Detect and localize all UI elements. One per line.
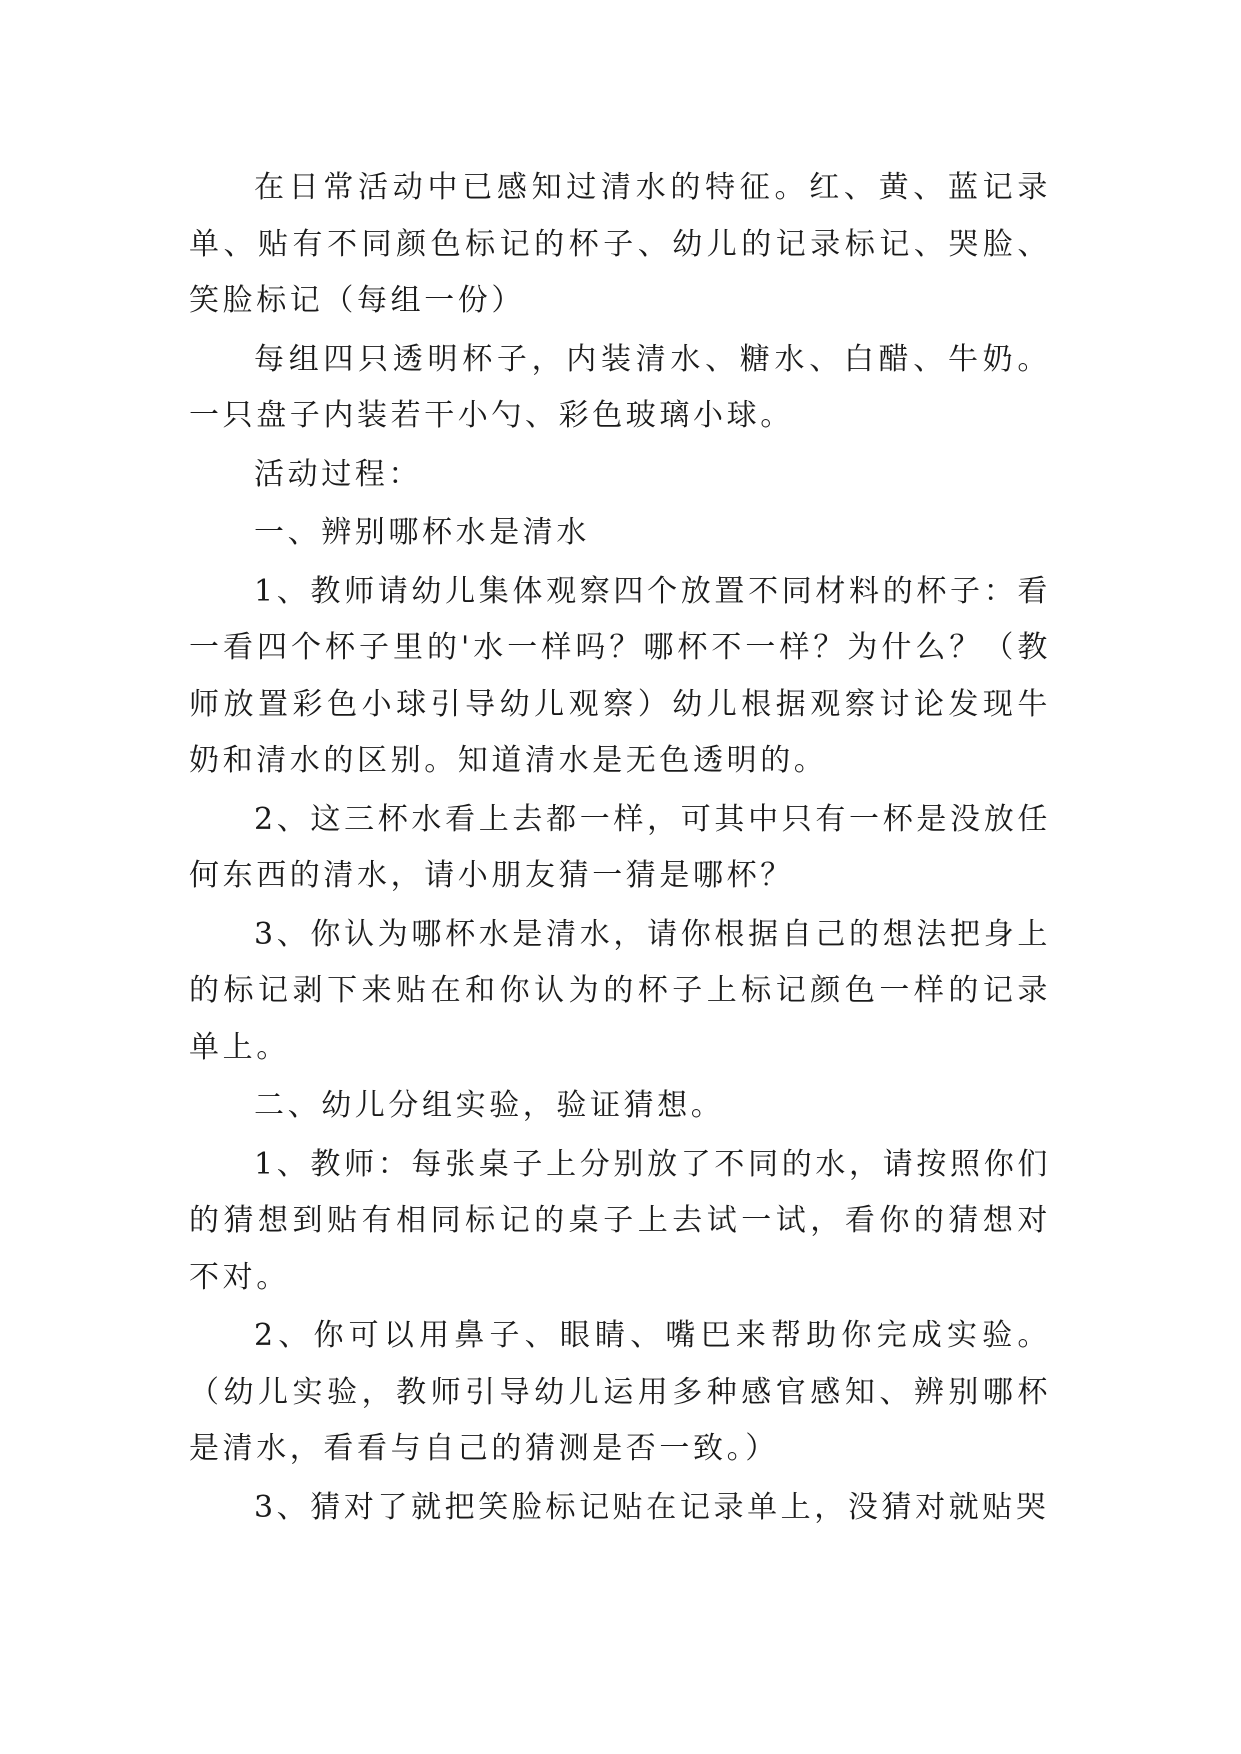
paragraph-process-heading: 活动过程：	[254, 456, 422, 492]
paragraph-materials-intro: 在日常活动中已感知过清水的特征。红、黄、蓝记录单、贴有不同颜色标记的杯子、幼儿的记录标记、哭脸、笑脸标记（每组一份）	[189, 170, 1051, 318]
paragraph-step-2-3: 3、猜对了就把笑脸标记贴在记录单上，没猜对就贴哭	[254, 1489, 1050, 1525]
paragraph-step-2-1: 1、教师：每张桌子上分别放了不同的水，请按照你们的猜想到贴有相同标记的桌子上去试一试，看你的猜想对不对。	[189, 1146, 1051, 1295]
section-heading-experiment: 二、幼儿分组实验，验证猜想。	[254, 1088, 725, 1123]
paragraph-step-1-1: 1、教师请幼儿集体观察四个放置不同材料的杯子：看一看四个杯子里的'水一样吗？哪杯不一样？为什么？（教师放置彩色小球引导幼儿观察）幼儿根据观察讨论发现牛奶和清水的区别。知道清水是无色透明的。	[189, 573, 1051, 778]
paragraph-materials-cups: 每组四只透明杯子，内装清水、糖水、白醋、牛奶。一只盘子内装若干小勺、彩色玻璃小球。	[189, 341, 1051, 433]
paragraph-step-1-2: 2、这三杯水看上去都一样，可其中只有一杯是没放任何东西的清水，请小朋友猜一猜是哪杯？	[189, 801, 1051, 893]
paragraph-step-1-3: 3、你认为哪杯水是清水，请你根据自己的想法把身上的标记剥下来贴在和你认为的杯子上标记颜色一样的记录单上。	[189, 916, 1051, 1065]
section-heading-identify: 一、辨别哪杯水是清水	[254, 515, 590, 550]
paragraph-step-2-2: 2、你可以用鼻子、眼睛、嘴巴来帮助你完成实验。（幼儿实验，教师引导幼儿运用多种感官感知、辨别哪杯是清水，看看与自己的猜测是否一致。）	[189, 1318, 1051, 1466]
document-body	[189, 160, 1051, 1538]
